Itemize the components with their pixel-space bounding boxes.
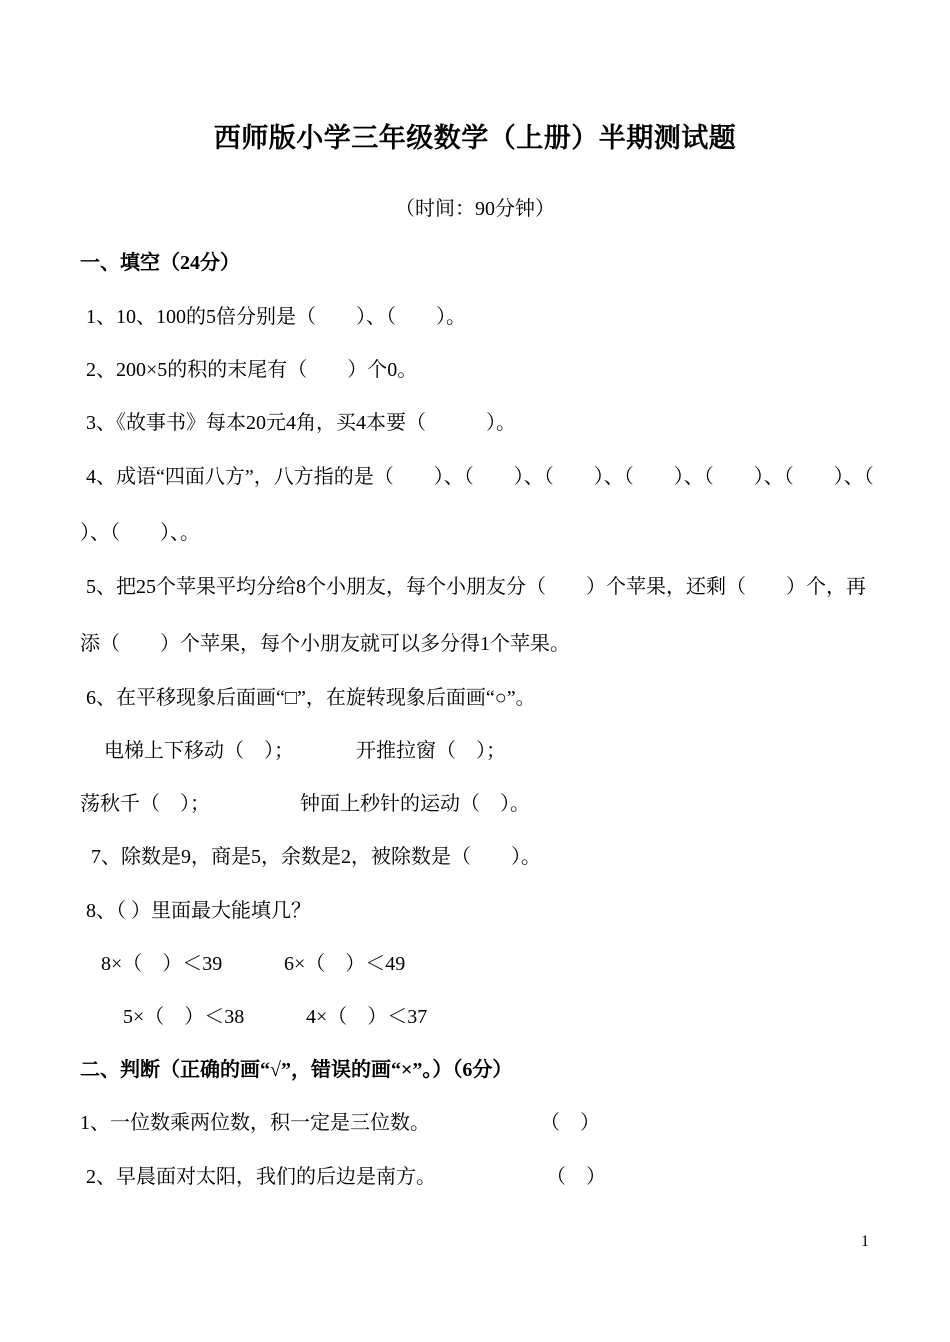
judgement-answer-blank-2: （ ） bbox=[546, 1166, 606, 1188]
question-5-line1: 5、把25个苹果平均分给8个小朋友，每个小朋友分（ ）个苹果，还剩（ ）个，再 bbox=[86, 576, 866, 598]
question-6: 6、在平移现象后面画“□”，在旋转现象后面画“○”。 bbox=[86, 687, 536, 709]
question-8: 8、（ ）里面最大能填几？ bbox=[86, 900, 311, 922]
question-6-item-swing: 荡秋千（ ）； bbox=[80, 793, 210, 815]
question-4-line2: ）、（ ）、。 bbox=[80, 522, 200, 544]
judgement-question-1: 1、一位数乘两位数，积一定是三位数。 bbox=[80, 1112, 430, 1134]
question-8-item-c: 5×（ ）＜38 bbox=[123, 1006, 245, 1028]
question-6-item-window: 开推拉窗（ ）； bbox=[356, 740, 506, 762]
page-number: 1 bbox=[861, 1233, 869, 1250]
question-5-line2: 添（ ）个苹果，每个小朋友就可以多分得1个苹果。 bbox=[80, 633, 570, 655]
judgement-question-2: 2、早晨面对太阳，我们的后边是南方。 bbox=[86, 1166, 436, 1188]
question-6-item-elevator: 电梯上下移动（ ）； bbox=[104, 740, 294, 762]
judgement-answer-blank-1: （ ） bbox=[540, 1112, 600, 1134]
document-title: 西师版小学三年级数学（上册）半期测试题 bbox=[213, 123, 737, 153]
question-4-line1: 4、成语“四面八方”，八方指的是（ ）、（ ）、（ ）、（ ）、（ ）、（ ）、（ bbox=[86, 466, 874, 488]
section-heading-fill-blanks: 一、填空（24分） bbox=[80, 252, 240, 274]
question-8-item-b: 6×（ ）＜49 bbox=[284, 953, 406, 975]
question-2: 2、200×5的积的末尾有（ ）个0。 bbox=[86, 359, 418, 381]
question-3: 3、《故事书》每本20元4角，买4本要（ ）。 bbox=[86, 412, 516, 434]
document-subtitle: （时间：90分钟） bbox=[395, 198, 555, 220]
question-6-item-second-hand: 钟面上秒针的运动（ ）。 bbox=[300, 793, 530, 815]
question-1: 1、10、100的5倍分别是（ ）、（ ）。 bbox=[86, 306, 466, 328]
question-7: 7、除数是9，商是5，余数是2，被除数是（ ）。 bbox=[91, 846, 541, 868]
question-8-item-d: 4×（ ）＜37 bbox=[306, 1006, 428, 1028]
question-8-item-a: 8×（ ）＜39 bbox=[101, 953, 223, 975]
section-heading-true-false: 二、判断（正确的画“√”，错误的画“×”。）（6分） bbox=[80, 1059, 513, 1081]
